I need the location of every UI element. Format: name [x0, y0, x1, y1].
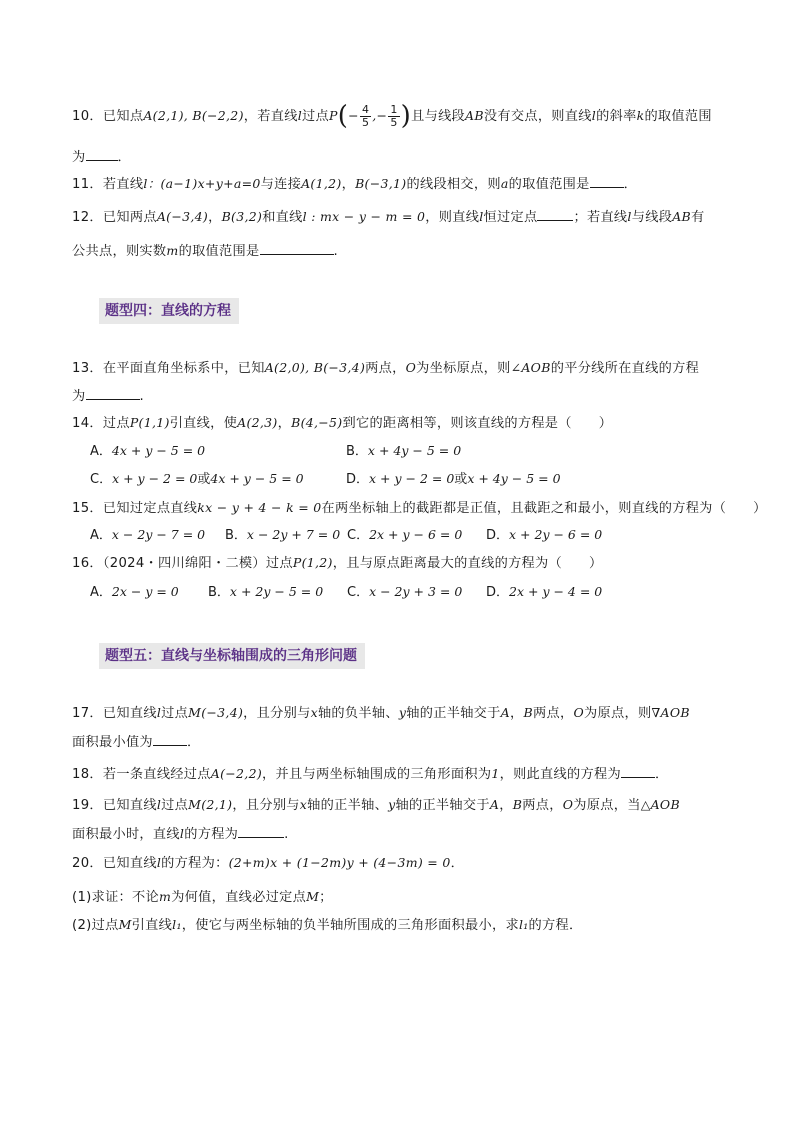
q10-text: ，若直线: [243, 109, 298, 124]
q14-text: 引直线，使: [169, 416, 238, 431]
q19-line-l: l: [156, 797, 162, 812]
q14-option-d[interactable]: [346, 468, 561, 487]
q19-text: 的方程为: [184, 827, 239, 842]
fraction-denominator: 5: [361, 115, 370, 129]
q14-text: ，: [277, 416, 292, 431]
q11-point-a: A(1,2): [301, 176, 342, 191]
q17-text: 17．已知直线: [72, 706, 157, 721]
question-20: [72, 852, 464, 871]
q20-text: ，使它与两坐标轴的负半轴所围成的三角形面积最小，求: [181, 918, 519, 933]
q20-text: 的方程为：: [161, 856, 229, 871]
q17-line-l: l: [156, 705, 162, 720]
q12-text: ，则直线: [425, 210, 480, 225]
option-label: C．: [90, 472, 113, 487]
q13-text: 13．在平面直角坐标系中，已知: [72, 361, 265, 376]
q19-origin: O: [562, 797, 574, 812]
q17-text: 轴的负半轴、: [317, 706, 399, 721]
q12-text: 恒过定点: [483, 210, 538, 225]
question-13-cont: [72, 385, 144, 404]
q20-text: (1)求证：不论: [72, 890, 160, 905]
q14-option-a[interactable]: [90, 440, 205, 459]
section-heading-5: 题型五：直线与坐标轴围成的三角形问题: [99, 643, 365, 669]
q12-line-l: l: [479, 209, 484, 224]
minus-sign: −: [348, 108, 359, 123]
q10-text: 的斜率: [596, 109, 637, 124]
q18-point-a: A(−2,2): [210, 766, 263, 781]
q20-point-m: M: [306, 889, 320, 904]
q10-text: 为: [72, 150, 86, 165]
option-text: x + 2y − 5 = 0: [229, 584, 324, 599]
option-text: 4x + y − 5 = 0: [210, 471, 304, 486]
q14-option-b[interactable]: [346, 440, 461, 459]
answer-blank[interactable]: [537, 207, 573, 221]
q19-point-m: M(2,1): [188, 797, 233, 812]
question-13: [72, 357, 699, 376]
option-label: B．: [225, 528, 247, 543]
answer-blank[interactable]: [86, 147, 118, 161]
comma: ,: [372, 108, 377, 123]
option-text: 2x + y − 4 = 0: [509, 584, 603, 599]
q15-text: 15．已知过定点直线: [72, 501, 198, 516]
q20-text: (2)过点: [72, 918, 119, 933]
answer-blank[interactable]: [86, 386, 140, 400]
question-17: [72, 702, 690, 721]
option-text: x − 2y + 3 = 0: [369, 584, 463, 599]
q20-point-m: M: [118, 917, 132, 932]
q17-triangle: ∇AOB: [651, 705, 690, 720]
question-10-cont: [72, 146, 131, 165]
option-label: C．: [347, 585, 370, 600]
q20-line-l: l: [156, 855, 162, 870]
q19-triangle: △AOB: [640, 797, 680, 812]
q18-area: 1: [491, 766, 500, 781]
option-text: x + 2y − 6 = 0: [509, 527, 603, 542]
option-text: 4x + y − 5 = 0: [111, 443, 206, 458]
q19-text: 轴的正半轴交于: [395, 798, 490, 813]
q12-text: ；若直线: [573, 210, 628, 225]
q19-text: 为原点，当: [573, 798, 641, 813]
q19-point-b: B: [512, 797, 523, 812]
option-label: A．: [90, 444, 112, 459]
q12-text: 12．已知两点: [72, 210, 157, 225]
q16-text: 16．（2024・四川绵阳・二模）过点: [72, 556, 293, 571]
q19-text: .: [284, 827, 289, 842]
q10-line-l: l: [297, 108, 303, 123]
q19-text: 过点: [161, 798, 189, 813]
answer-blank[interactable]: [260, 241, 334, 255]
answer-blank[interactable]: [153, 732, 187, 746]
q12-text: ，: [208, 210, 222, 225]
q10-text: 的取值范围: [644, 109, 712, 124]
q10-text: 10．已知点: [72, 109, 144, 124]
q20-text: ．: [450, 856, 465, 871]
q12-text: 有: [691, 210, 705, 225]
q17-text: 过点: [161, 706, 189, 721]
q12-equation: l : mx − y − m = 0: [302, 209, 426, 224]
minus-sign: −: [376, 108, 388, 123]
q17-text: 轴的正半轴交于: [406, 706, 501, 721]
q18-text: 18．若一条直线经过点: [72, 767, 211, 782]
q11-text: ．: [623, 177, 638, 192]
option-label: B．: [346, 444, 368, 459]
q10-text: 过点: [302, 109, 329, 124]
q19-text: 轴的正半轴、: [307, 798, 389, 813]
q20-text: 的方程．: [528, 918, 583, 933]
q17-origin: O: [573, 705, 585, 720]
q11-text: 11．若直线: [72, 177, 144, 192]
q17-text: 面积最小值为: [72, 735, 153, 750]
option-label: D．: [486, 528, 510, 543]
q17-point-b: B: [523, 705, 533, 720]
question-19: [72, 794, 680, 813]
section-heading-4: 题型四：直线的方程: [99, 298, 239, 324]
q11-text: 的线段相交，则: [406, 177, 501, 192]
q11-var-a: a: [500, 176, 509, 191]
fraction: [388, 104, 399, 129]
q15-option-d[interactable]: [486, 524, 602, 543]
q11-point-b: B(−3,1): [355, 176, 407, 191]
q11-text: ，: [341, 177, 356, 192]
answer-blank[interactable]: [590, 174, 624, 188]
q15-option-c[interactable]: [347, 524, 462, 543]
q17-text: ．: [186, 735, 201, 750]
q20-equation: (2+m)x + (1−2m)y + (4−3m) = 0: [228, 855, 451, 870]
q19-text: 19．已知直线: [72, 798, 157, 813]
q18-text: ，并且与两坐标轴围成的三角形面积为: [262, 767, 492, 782]
q16-point-p: P(1,2): [292, 555, 333, 570]
q10-segment-ab: AB: [465, 108, 484, 123]
q10-text: 且与线段: [411, 109, 466, 124]
q11-equation: (a−1)x+y+a=0: [160, 176, 261, 191]
question-11: [72, 173, 637, 192]
q20-text: 20．已知直线: [72, 856, 157, 871]
q16-text: ，且与原点距离最大的直线的方程为（ ）: [332, 556, 603, 571]
option-text: 或: [197, 472, 211, 487]
question-14: [72, 412, 612, 431]
q17-text: ，且分别与: [243, 706, 311, 721]
q10-line-l: l: [591, 108, 597, 123]
q10-text: 没有交点，则直线: [483, 109, 592, 124]
q10-text: ．: [117, 150, 131, 165]
fraction-denominator: 5: [390, 115, 398, 129]
q13-text: 的平分线所在直线的方程: [550, 361, 700, 376]
q10-points: A(2,1), B(−2,2): [143, 108, 244, 123]
q17-text: 两点，: [533, 706, 574, 721]
q10-point-p: P: [329, 108, 338, 123]
option-label: B．: [208, 585, 230, 600]
option-label: C．: [347, 528, 370, 543]
q18-text: ，则此直线的方程为: [499, 767, 621, 782]
q14-text: 14．过点: [72, 416, 130, 431]
q12-point-a: A(−3,4): [156, 209, 209, 224]
q14-point-a: A(2,3): [237, 415, 278, 430]
q19-text: ，: [499, 798, 513, 813]
q19-text: 两点，: [522, 798, 563, 813]
q19-axis-x: x: [299, 797, 308, 812]
q15-text: 在两坐标轴上的截距都是正值，且截距之和最小，则直线的方程为（ ）: [321, 501, 767, 516]
question-18: [72, 763, 668, 782]
question-19-cont: [72, 823, 289, 842]
question-12: [72, 206, 705, 225]
q14-point-p: P(1,1): [129, 415, 170, 430]
q11-line-label: l：: [143, 176, 161, 191]
answer-blank[interactable]: [238, 824, 284, 838]
q15-option-b[interactable]: [225, 524, 340, 543]
q12-point-b: B(3,2): [221, 209, 263, 224]
q11-text: 与连接: [260, 177, 302, 192]
q19-text: 面积最小时，直线: [72, 827, 180, 842]
fraction-numerator: 4: [361, 102, 370, 116]
q15-option-a[interactable]: [90, 524, 205, 543]
q18-text: ．: [654, 767, 669, 782]
q14-text: 到它的距离相等，则该直线的方程是（ ）: [342, 416, 613, 431]
fraction-numerator: 1: [390, 102, 398, 116]
fraction: [360, 104, 371, 129]
q12-text: 公共点，则实数: [72, 244, 167, 259]
q19-text: ，且分别与: [232, 798, 300, 813]
q20-line-l1: l₁: [518, 917, 529, 932]
option-text: x − 2y − 7 = 0: [111, 527, 206, 542]
option-text: 2x − y = 0: [111, 584, 179, 599]
question-10: 10．已知点A(2,1), B(−2,2)，若直线l过点P(− $\frac{4}{5}$ ,− $\frac{1}{5}$ )且与线段AB没有交点，则直线l的斜率k的取值范围: [72, 101, 712, 131]
q16-option-c[interactable]: [347, 581, 462, 600]
q20-var-m: m: [159, 889, 172, 904]
option-text: x − 2y + 7 = 0: [246, 527, 341, 542]
question-17-cont: [72, 731, 200, 750]
q17-point-a: A: [500, 705, 510, 720]
answer-blank[interactable]: [621, 764, 655, 778]
question-20-part-1: [72, 886, 333, 905]
question-20-part-2: [72, 914, 583, 933]
q16-option-a[interactable]: [90, 581, 179, 600]
option-label: D．: [346, 472, 370, 487]
q13-text: 为坐标原点，则: [416, 361, 511, 376]
option-text: x + 4y − 5 = 0: [467, 471, 561, 486]
q16-option-b[interactable]: [208, 581, 323, 600]
option-label: A．: [90, 528, 112, 543]
q13-angle: ∠AOB: [510, 360, 551, 375]
option-text: x + y − 2 = 0: [112, 471, 198, 486]
question-12-cont: [72, 240, 338, 259]
q20-text: ；: [319, 890, 333, 905]
q17-text: 为原点，则: [584, 706, 652, 721]
q13-text: 两点，: [365, 361, 406, 376]
q17-text: ，: [510, 706, 524, 721]
q12-var-m: m: [166, 243, 179, 258]
q12-text: 与线段: [631, 210, 673, 225]
option-text: x + y − 2 = 0: [369, 471, 455, 486]
option-label: A．: [90, 585, 112, 600]
q17-axis-y: y: [398, 705, 407, 720]
q20-text: 为何值，直线必过定点: [171, 890, 307, 905]
q13-text: 为: [72, 389, 86, 404]
q12-line-l: l: [627, 209, 632, 224]
option-text: x + 4y − 5 = 0: [367, 443, 462, 458]
option-text: 或: [454, 472, 468, 487]
q14-option-c[interactable]: [90, 468, 304, 487]
q12-text: .: [333, 244, 339, 259]
q11-text: 的取值范围是: [508, 177, 590, 192]
q14-point-b: B(4,−5): [291, 415, 343, 430]
q10-slope-k: k: [636, 108, 645, 123]
q20-line-l1: l₁: [172, 917, 182, 932]
question-16: [72, 552, 602, 571]
q17-axis-x: x: [310, 705, 318, 720]
q12-text: 的取值范围是: [178, 244, 260, 259]
option-text: 2x + y − 6 = 0: [369, 527, 463, 542]
question-15: [72, 497, 767, 516]
q12-segment-ab: AB: [672, 209, 692, 224]
q20-text: 引直线: [131, 918, 173, 933]
q19-point-a: A: [489, 797, 500, 812]
q16-option-d[interactable]: [486, 581, 602, 600]
q13-origin: O: [405, 360, 417, 375]
q13-text: .: [139, 389, 144, 404]
q17-point-m: M(−3,4): [188, 705, 244, 720]
option-label: D．: [486, 585, 510, 600]
q19-axis-y: y: [388, 797, 396, 812]
q19-line-l: l: [179, 826, 185, 841]
q12-text: 和直线: [262, 210, 303, 225]
q15-equation: kx − y + 4 − k = 0: [197, 500, 322, 515]
q13-points: A(2,0), B(−3,4): [264, 360, 366, 375]
